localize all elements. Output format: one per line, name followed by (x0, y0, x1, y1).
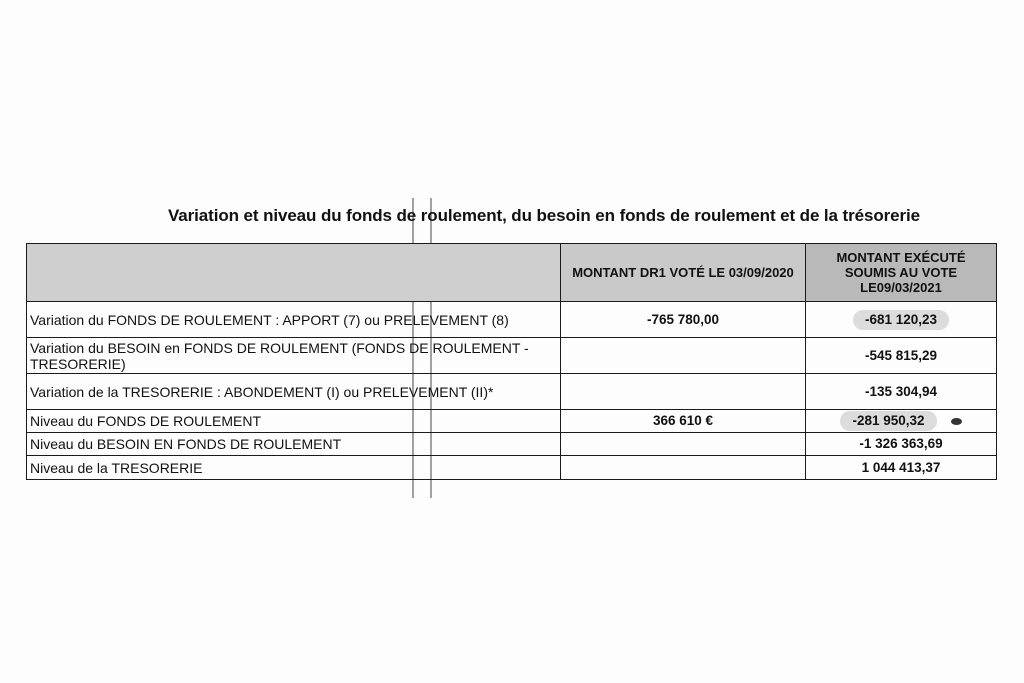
table-row (27, 302, 997, 338)
table-row (27, 374, 997, 410)
data-table-container (26, 243, 996, 480)
row-label: Niveau de la TRESORERIE (27, 456, 561, 480)
row-label: Variation du FONDS DE ROULEMENT : APPORT (7) ou PRELEVEMENT (8) (27, 302, 561, 338)
table-row (27, 433, 997, 456)
row-executed-value: -1 326 363,69 (806, 433, 997, 456)
header-voted-amount: MONTANT DR1 VOTÉ LE 03/09/2020 (561, 244, 806, 302)
header-label-cell (27, 244, 561, 302)
row-voted-value (561, 433, 806, 456)
row-executed-value: -681 120,23 (853, 310, 949, 330)
row-executed-value: 1 044 413,37 (806, 456, 997, 480)
row-label: Variation du BESOIN en FONDS DE ROULEMENT (FONDS DE ROULEMENT - TRESORERIE) (27, 338, 561, 374)
row-executed-value: -545 815,29 (806, 338, 997, 374)
table-row (27, 410, 997, 433)
row-voted-value (561, 338, 806, 374)
row-executed-cell (806, 302, 997, 338)
table-header-row (27, 244, 997, 302)
document-title: Variation et niveau du fonds de roulement, du besoin en fonds de roulement et de la trésorerie (168, 206, 920, 225)
fonds-roulement-table (26, 243, 997, 480)
table-row (27, 456, 997, 480)
row-executed-value: -281 950,32 (840, 411, 936, 431)
row-executed-cell (806, 410, 997, 433)
row-executed-value: -135 304,94 (806, 374, 997, 410)
row-label: Niveau du BESOIN EN FONDS DE ROULEMENT (27, 433, 561, 456)
row-voted-value: -765 780,00 (561, 302, 806, 338)
table-row (27, 338, 997, 374)
row-voted-value (561, 456, 806, 480)
row-label: Variation de la TRESORERIE : ABONDEMENT (I) ou PRELEVEMENT (II)* (27, 374, 561, 410)
header-executed-amount: MONTANT EXÉCUTÉ SOUMIS AU VOTE LE09/03/2021 (806, 244, 997, 302)
row-label: Niveau du FONDS DE ROULEMENT (27, 410, 561, 433)
row-voted-value (561, 374, 806, 410)
ink-blot-icon (951, 418, 962, 425)
row-voted-value: 366 610 € (561, 410, 806, 433)
